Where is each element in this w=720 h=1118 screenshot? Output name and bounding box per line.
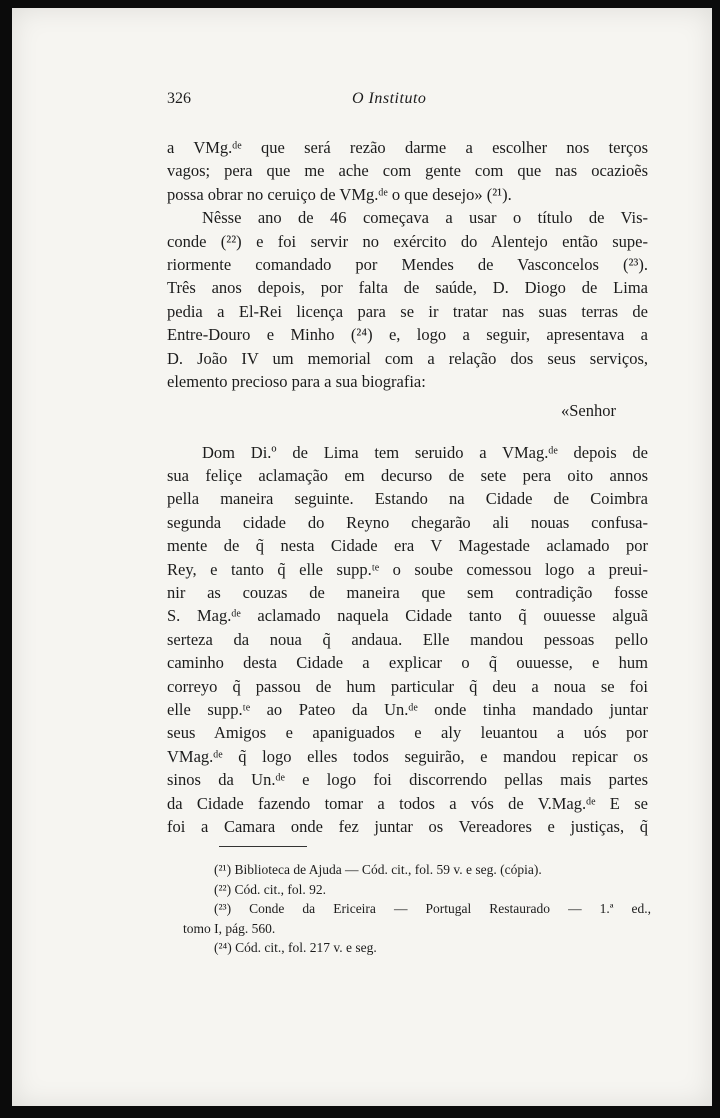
book-page	[12, 8, 712, 1106]
memorial-line: elle supp.ᵗᵉ ao Pateo da Un.ᵈᵉ onde tinha mandado juntar	[167, 699, 648, 719]
footnote-23-continuation: tomo I, pág. 560.	[183, 920, 276, 936]
memorial-line: Rey, e tanto q̃ elle supp.ᵗᵉ o soube comessou logo a preui-	[167, 559, 648, 579]
text-line: possa obrar no ceruiço de VMg.ᵈᵉ o que desejo» (²¹).	[167, 184, 512, 204]
footnote-24: (²⁴) Cód. cit., fol. 217 v. e seg.	[214, 940, 377, 955]
memorial-line: sua feliçe aclamação em decurso de sete pera oito annos	[167, 466, 648, 486]
page-number: 326	[167, 90, 191, 107]
memorial-line: pella maneira seguinte. Estando na Cidade de Coimbra	[167, 489, 648, 509]
memorial-line: nir as couzas de maneira que sem contradição fosse	[167, 583, 648, 603]
footnote-21: (²¹) Biblioteca de Ajuda — Cód. cit., fol. 59 v. e seg. (cópia).	[214, 862, 542, 877]
memorial-line: seus Amigos e apaniguados e aly leuantou a uós por	[167, 723, 648, 743]
footnote-23: (²³) Conde da Ericeira — Portugal Restaurado — 1.ª ed.,	[214, 901, 651, 916]
memorial-line: VMag.ᵈᵉ q̃ logo elles todos seguirão, e mandou repicar os	[167, 746, 648, 766]
footnotes	[183, 860, 651, 958]
text-line: riormente comandado por Mendes de Vasconcelos (²³).	[167, 254, 648, 274]
memorial-line: mente de q̃ nesta Cidade era V Magestade aclamado por	[167, 536, 648, 556]
memorial-line: correyo q̃ passou de hum particular q̃ deu a noua se foi	[167, 676, 648, 696]
memorial-line: S. Mag.ᵈᵉ aclamado naquela Cidade tanto q̃ ouuesse alguã	[167, 606, 648, 626]
running-title: O Instituto	[352, 90, 427, 107]
text-line: D. João IV um memorial com a relação dos seus serviços,	[167, 348, 648, 368]
footnote-divider	[219, 846, 307, 847]
text-line: Nêsse ano de 46 começava a usar o título de Vis-	[202, 208, 648, 228]
memorial-line: caminho desta Cidade a explicar o q̃ ouuesse, e hum	[167, 653, 648, 673]
memorial-line: foi a Camara onde fez juntar os Vereadores e justiças, q̃	[167, 816, 648, 836]
text-line: elemento precioso para a sua biografia:	[167, 371, 426, 391]
page-header	[167, 90, 648, 114]
memorial-line: sinos da Un.ᵈᵉ e logo foi discorrendo pellas mais partes	[167, 770, 648, 790]
footnote-22: (²²) Cód. cit., fol. 92.	[214, 881, 326, 897]
text-line: a VMg.ᵈᵉ que será rezão darme a escolher nos terços	[167, 138, 648, 157]
memorial-line: da Cidade fazendo tomar a todos a vós de V.Mag.ᵈᵉ E se	[167, 793, 648, 813]
text-line: pedia a El-Rei licença para se ir tratar nas suas terras de	[167, 301, 648, 321]
memorial-line: serteza da noua q̃ andaua. Elle mandou pessoas pello	[167, 629, 648, 649]
text-line: conde (²²) e foi servir no exército do Alentejo então supe-	[167, 231, 648, 251]
memorial-line: Dom Di.º de Lima tem seruido a VMag.ᵈᵉ depois de	[202, 442, 648, 462]
text-line: vagos; pera que me ache com gente com que nas ocazioẽs	[167, 161, 648, 181]
memorial-line: segunda cidade do Reyno chegarão ali nouas confusa-	[167, 512, 648, 532]
text-line: Entre-Douro e Minho (²⁴) e, logo a seguir, apresentava a	[167, 325, 648, 345]
text-line: Três anos depois, por falta de saúde, D. Diogo de Lima	[167, 278, 648, 298]
memorial-salutation: «Senhor	[561, 401, 616, 421]
body-text	[167, 136, 648, 838]
